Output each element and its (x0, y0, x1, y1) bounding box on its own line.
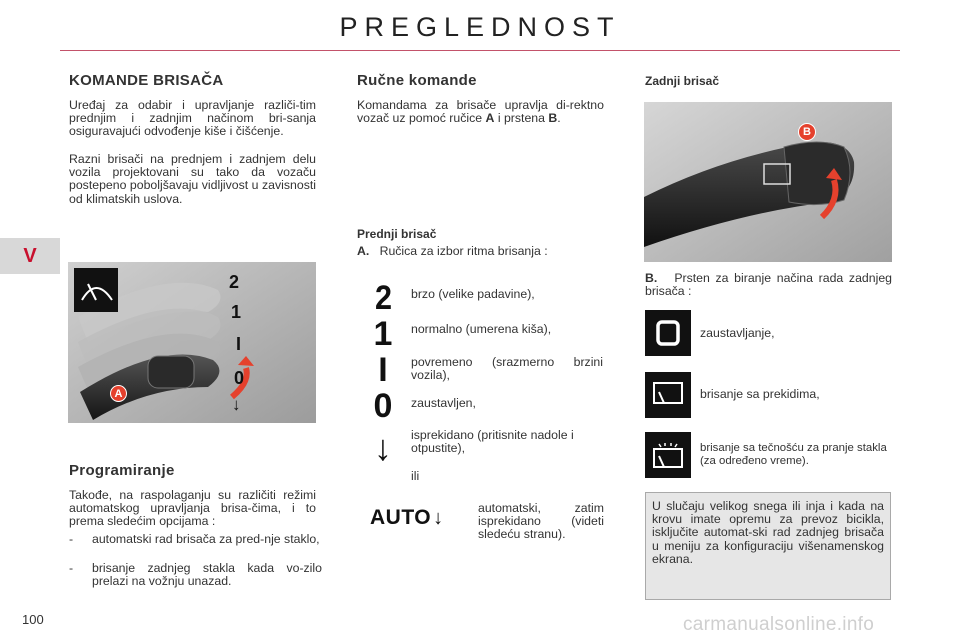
speed-1-label: normalno (umerena kiša), (411, 322, 552, 336)
position-arrow-down-icon: ↓ (232, 395, 241, 414)
position-label-0: 0 (234, 368, 245, 388)
or-label: ili (411, 469, 420, 483)
stop-0-label: zaustavljen, (411, 396, 476, 410)
intermittent-mode-label: brisanje sa prekidima, (700, 387, 820, 401)
position-label-2: 2 (229, 272, 240, 292)
position-label-1: 1 (231, 302, 242, 322)
wash-wipe-icon (645, 432, 691, 478)
page-title: PREGLEDNOST (339, 12, 621, 42)
front-wiper-stalk-photo (68, 262, 316, 423)
auto-symbol: AUTO ↓ (370, 506, 444, 529)
callout-a-badge: A (110, 385, 127, 402)
single-wipe-label: isprekidano (pritisnite nadole i otpustite), (411, 428, 574, 456)
auto-arrow-down-icon: ↓ (433, 506, 444, 529)
stop-mode-label: zaustavljanje, (700, 326, 775, 340)
speed-1-symbol: 1 (373, 314, 393, 353)
single-wipe-arrow-icon: ↓ (374, 427, 392, 468)
chapter-tab-label: V (23, 244, 37, 267)
manual-controls-heading: Ručne komande (357, 72, 477, 89)
speed-2-symbol: 2 (374, 278, 392, 317)
intermittent-label: povremeno (srazmerno brzini vozila), (411, 355, 603, 383)
section-heading-wiper-controls: KOMANDE BRISAČA (69, 72, 224, 89)
callout-b-badge: B (798, 123, 816, 141)
stop-icon (645, 310, 691, 356)
manual-controls-paragraph: Komandama za brisače upravlja di-rektno vozač uz pomoć ručice A i prstena B. (357, 98, 604, 126)
programming-paragraph: Takođe, na raspolaganju su različiti režimi automatskog upravljanja brisa-čima, i to prema sledećim opcijama : (69, 488, 316, 529)
speed-2-label: brzo (velike padavine), (411, 287, 535, 301)
auto-label: automatski, zatim isprekidano (videti sledeću stranu). (478, 501, 604, 542)
intro-paragraph: Uređaj za odabir i upravljanje različi-tim prednjim i zadnjim načinom bri-sanja osiguravajući odvođenje kiše i čišćenje. (69, 98, 316, 139)
intermittent-symbol: I (378, 350, 388, 389)
rear-wiper-ring-photo (644, 102, 892, 262)
description-paragraph: Razni brisači na prednjem i zadnjem delu vozila projektovani su tako da vozaču postepeno poboljšavaju vidljivost u zavisnosti od klimatskih uslova. (69, 152, 316, 206)
front-wiper-heading: Prednji brisač (357, 227, 437, 241)
wash-wipe-mode-label: brisanje sa tečnošću za pranje stakla (za određeno vreme). (700, 442, 887, 467)
intermittent-wipe-icon (645, 372, 691, 418)
ring-description: B. Prsten za biranje načina rada zadnjeg brisača : (645, 271, 892, 299)
chapter-tab[interactable] (0, 238, 60, 274)
front-wiper-stalk-illustration (68, 262, 316, 423)
rear-wiper-heading: Zadnji brisač (645, 74, 720, 88)
front-wiper-label: A. Ručica za izbor ritma brisanja : (357, 244, 548, 258)
stop-0-symbol: 0 (373, 386, 393, 425)
page-number: 100 (22, 612, 44, 627)
winter-warning-note: U slučaju velikog snega ili inja i kada na krovu imate opremu za prevoz bicikla, isključite automat-ski rad zadnjeg brisača u meniju za konfiguraciju višenamenskog ekrana. (645, 492, 891, 600)
header-divider (60, 50, 900, 51)
programming-heading: Programiranje (69, 462, 175, 479)
position-label-i: I (236, 334, 242, 354)
watermark: carmanualsonline.info (683, 614, 875, 635)
rear-wiper-ring-illustration (644, 102, 892, 262)
